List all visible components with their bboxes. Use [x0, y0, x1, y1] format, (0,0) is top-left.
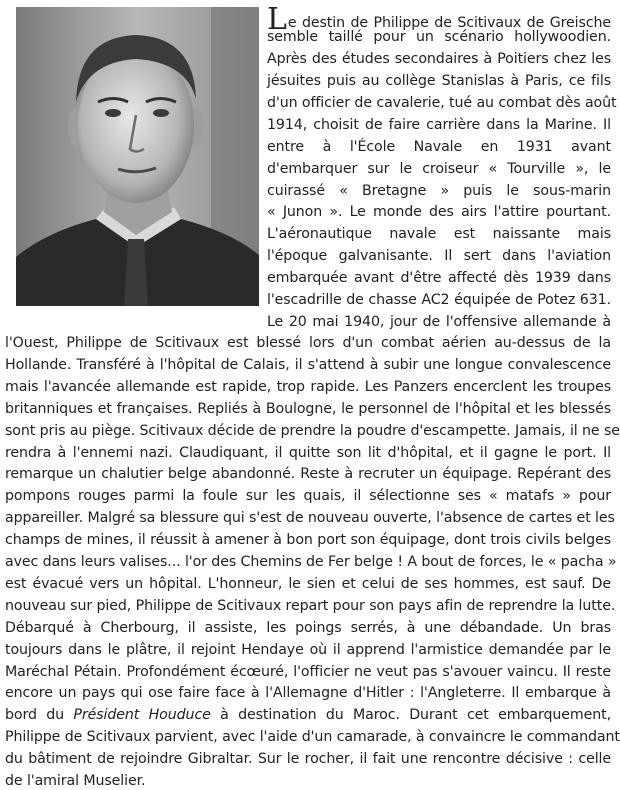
- article-line: Maréchal Pétain. Profondément écœuré, l'officier ne veut pas s'avouer vaincu. Il reste: [5, 663, 611, 680]
- article-line: britanniques et françaises. Repliés à Boulogne, le personnel de l'hôpital et les blessés: [5, 400, 611, 417]
- article-line: « Junon ». Le monde des airs l'attire pourtant.: [267, 204, 611, 220]
- portrait-image: [16, 7, 259, 306]
- article-line: d'embarquer sur le croiseur « Tourville », le: [267, 161, 611, 177]
- article-line: sont pris au piège. Scitivaux décide de prendre la poudre d'escampette. Jamais, il ne se: [5, 422, 620, 439]
- article-line: jésuites puis au collège Stanislas à Paris, ce fils: [267, 73, 611, 89]
- article-line: de l'amiral Muselier.: [5, 773, 146, 789]
- article-line: L'aéronautique navale est naissante mais: [267, 226, 611, 242]
- article-line: champs de mines, il réussit à amener à bon port son équipage, dont trois civils belges: [5, 532, 611, 549]
- drop-cap: L: [267, 2, 287, 37]
- article-line: appareiller. Malgré sa blessure qui s'est de nouveau ouverte, l'absence de cartes et les: [5, 510, 615, 527]
- article-line: l'époque galvanisante. Il sert dans l'aviation: [267, 248, 611, 264]
- article-line: cuirassé « Bretagne » puis le sous-marin: [267, 183, 611, 199]
- article-line: encore un pays qui ose faire face à l'Allemagne d'Hitler : l'Angleterre. Il embarque à: [5, 685, 611, 702]
- article-line: entre à l'École Navale en 1931 avant: [267, 139, 611, 155]
- article-line: d'un officier de cavalerie, tué au combat dès août: [267, 95, 617, 111]
- article-line: remarque un chalutier belge abandonné. Reste à recruter un équipage. Repérant des: [5, 466, 611, 483]
- article-line: mais l'avancée allemande est rapide, trop rapide. Les Panzers encerclent les troupes: [5, 378, 611, 395]
- article-line: du bâtiment de rejoindre Gibraltar. Sur le rocher, il fait une rencontre décisive : celle: [5, 751, 611, 768]
- article-line: 1914, choisit de faire carrière dans la Marine. Il: [267, 117, 611, 133]
- article-line: nouveau sur pied, Philippe de Scitivaux repart pour son pays afin de reprendre la lutte.: [5, 597, 616, 614]
- article-line: est évacué vers un hôpital. L'honneur, le sien et celui de ses hommes, est sauf. De: [5, 575, 611, 592]
- ship-name: Président Houduce: [73, 707, 211, 724]
- article-line: embarquée avant d'être affecté dès 1939 dans: [267, 270, 611, 286]
- article-line: avec dans leurs valises... l'or des Chemins de Fer belge ! A bout de forces, le « pacha »: [5, 554, 617, 570]
- article-line: pompons rouges parmi la foule sur les quais, il sélectionne ses « matafs » pour: [5, 488, 611, 505]
- article-line: l'Ouest, Philippe de Scitivaux est blessé lors d'un combat aérien au-dessus de la: [5, 335, 611, 351]
- article-line: semble taillé pour un scénario hollywoodien.: [267, 29, 611, 45]
- portrait-photo: [16, 7, 259, 306]
- article-line: Philippe de Scitivaux parvient, avec l'aide d'un camarade, à convaincre le commandant: [5, 729, 620, 746]
- article-line: l'escadrille de chasse AC2 équipée de Potez 631.: [267, 292, 611, 308]
- article-line: rendra à l'ennemi nazi. Claudiquant, il quitte son lit d'hôpital, et il gagne le port. Il: [5, 444, 611, 461]
- article-line: Après des études secondaires à Poitiers chez les: [267, 51, 611, 67]
- article-line: bord du Président Houduce à destination du Maroc. Durant cet embarquement,: [5, 707, 612, 724]
- article-line: Débarqué à Cherbourg, il assiste, les poings serrés, à une débandade. Un bras: [5, 619, 611, 636]
- article-line: toujours dans le plâtre, il rejoint Hendaye où il apprend l'armistice demandée par le: [5, 641, 611, 658]
- article-line: Le 20 mai 1940, jour de l'offensive allemande à: [267, 314, 611, 330]
- article-line: Hollande. Transféré à l'hôpital de Calais, il s'attend à subir une longue convalescence: [5, 356, 611, 373]
- article-line: Le destin de Philippe de Scitivaux de Greische: [267, 2, 611, 37]
